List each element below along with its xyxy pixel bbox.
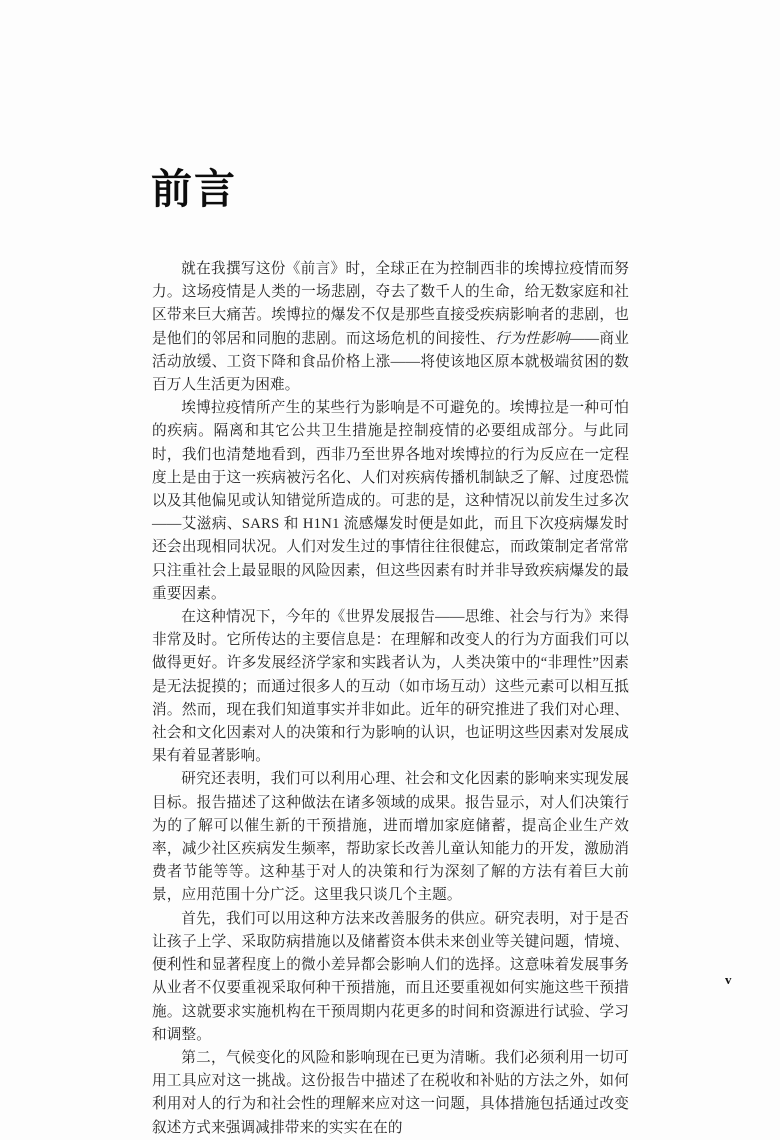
- paragraph-6: 第二，气候变化的风险和影响现在已更为清晰。我们必须利用一切可用工具应对这一挑战。这份报告中描述了在税收和补贴的方法之外，如何利用对人的行为和社会性的理解来应对这一问题，具体措施包括通过改变叙述方式来强调减排带来的实实在在的: [152, 1049, 629, 1136]
- paragraph-1: 就在我撰写这份《前言》时，全球正在为控制西非的埃博拉疫情而努力。这场疫情是人类的一场悲剧，夺去了数千人的生命，给无数家庭和社区带来巨大痛苦。埃博拉的爆发不仅是那些直接受疾病影响者的悲剧，也是他们的邻居和同胞的悲剧。而这场危机的间接性、行为性影响——商业活动放缓、工资下降和食品价格上涨——将使该地区原本就极端贫困的数百万人生活更为困难。: [152, 261, 629, 394]
- page-number: v: [725, 972, 732, 987]
- paragraph-3: 在这种情况下，今年的《世界发展报告——思维、社会与行为》来得非常及时。它所传达的主要信息是：在理解和改变人的行为方面我们可以做得更好。许多发展经济学家和实践者认为，人类决策中的“非理性”因素是无法捉摸的；而通过很多人的互动（如市场互动）这些元素可以相互抵消。然而，现在我们知道事实并非如此。近年的研究推进了我们对心理、社会和文化因素对人的决策和行为影响的认识，也证明这些因素对发展成果有着显著影响。: [152, 609, 629, 765]
- paragraph-2: 埃博拉疫情所产生的某些行为影响是不可避免的。埃博拉是一种可怕的疾病。隔离和其它公共卫生措施是控制疫情的必要组成部分。与此同时，我们也清楚地看到，西非乃至世界各地对埃博拉的行为反应在一定程度上是由于这一疾病被污名化、人们对疾病传播机制缺乏了解、过度恐慌以及其他偏见或认知错觉所造成的。可悲的是，这种情况以前发生过多次——艾滋病、SARS 和 H1N1 流感爆发时便是如此，而且下次疫病爆发时还会出现相同状况。人们对发生过的事情往往很健忘，而政策制定者常常只注重社会上最显眼的风险因素，但这些因素有时并非导致疾病爆发的最重要因素。: [152, 400, 630, 602]
- text-run-latin: SARS: [241, 516, 280, 533]
- paragraph-5: 首先，我们可以用这种方法来改善服务的供应。研究表明，对于是否让孩子上学、采取防病措施以及储蓄资本供未来创业等关键问题，情境、便利性和显著程度上的微小差异都会影响人们的选择。这意味着发展事务从业者不仅要重视采取何种干预措施，而且还要重视如何实施这些干预措施。这就要求实施机构在干预周期内花更多的时间和资源进行试验、学习和调整。: [152, 910, 629, 1043]
- text-run-italic: 行为性影响: [495, 330, 570, 347]
- body-text-column: [152, 258, 629, 1140]
- page-title: 前言: [151, 166, 237, 212]
- text-run-latin: H1N1: [302, 516, 340, 533]
- paragraph-4: 研究还表明，我们可以利用心理、社会和文化因素的影响来实现发展目标。报告描述了这种做法在诸多领域的成果。报告显示，对人们决策行为的了解可以催生新的干预措施，进而增加家庭储蓄，提高企业生产效率，减少社区疾病发生频率，帮助家长改善儿童认知能力的开发，激励消费者节能等等。这种基于对人的决策和行为深刻了解的方法有着巨大前景，应用范围十分广泛。这里我只谈几个主题。: [152, 771, 629, 904]
